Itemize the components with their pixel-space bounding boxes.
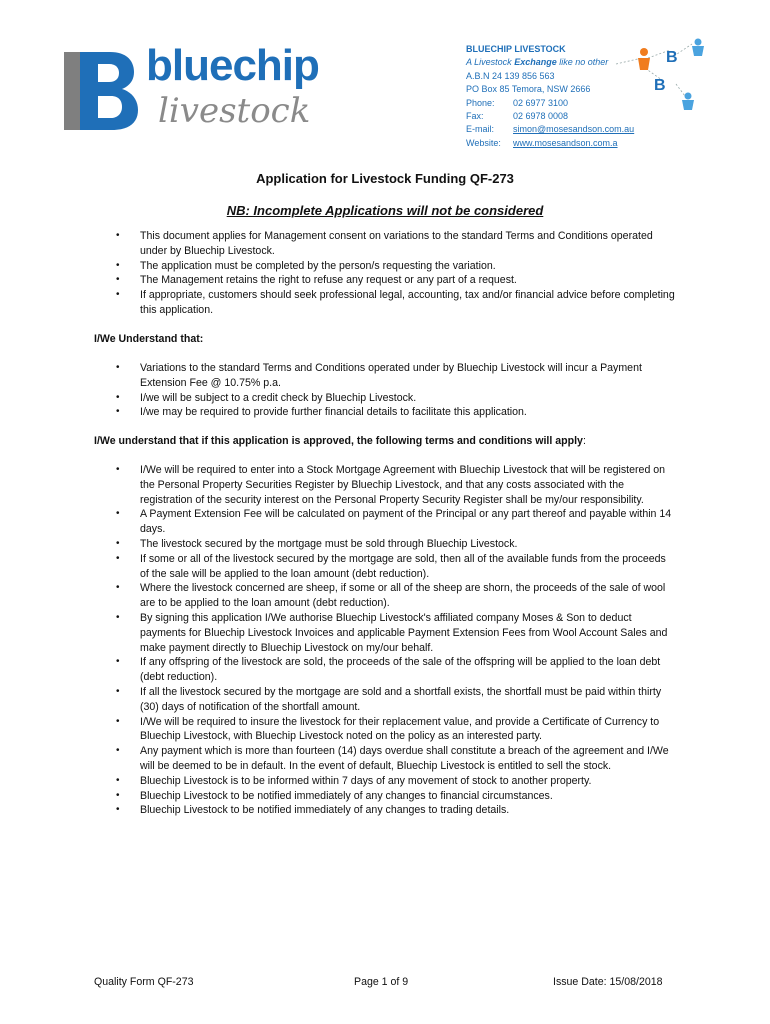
website-row (466, 137, 634, 150)
list-item (0, 715, 676, 745)
list-item (0, 391, 676, 406)
terms-heading-colon: : (582, 435, 586, 447)
bullet-icon: • (116, 656, 120, 668)
list-item-text: Variations to the standard Terms and Conditions operated under by Bluechip Livestock will incur a Payment Extension Fee @ 10.75% p.a. (140, 362, 642, 389)
list-item-text: Bluechip Livestock to be notified immediately of any changes to financial circumstances. (140, 789, 553, 802)
list-item (0, 507, 676, 537)
phone-label: Phone: (466, 97, 495, 108)
contact-block (466, 43, 634, 150)
list-item-text: I/we will be subject to a credit check by Bluechip Livestock. (140, 391, 417, 404)
email-label: E-mail: (466, 124, 495, 135)
bullet-icon: • (116, 391, 120, 403)
bullet-icon: • (116, 774, 120, 786)
tagline-emphasis: Exchange (514, 57, 557, 68)
list-item (0, 552, 676, 582)
website-link[interactable]: www.mosesandson.com.a (513, 137, 618, 148)
list-item (0, 405, 676, 420)
terms-heading-text: I/We understand that if this application is approved, the following terms and conditions will apply (94, 435, 583, 447)
bluechip-logo (62, 41, 347, 140)
postal-address: PO Box 85 Temora, NSW 2666 (466, 84, 591, 95)
fax-value: 02 6978 0008 (513, 111, 569, 122)
list-item (0, 537, 676, 552)
terms-heading (94, 435, 586, 447)
understand-heading: I/We Understand that: (94, 333, 204, 345)
understand-bullet-list (0, 361, 676, 420)
bullet-icon: • (116, 230, 120, 241)
list-item (0, 259, 676, 274)
bullet-icon: • (116, 464, 120, 475)
list-item-text: If any offspring of the livestock are sold, the proceeds of the sale of the offspring will be applied to the loan debt (debt reduction). (140, 656, 661, 684)
list-item (0, 655, 676, 685)
abn: A.B.N 24 139 856 563 (466, 70, 555, 81)
list-item-text: I/We will be required to enter into a Stock Mortgage Agreement with Bluechip Livestock that will be registered on the Personal Property Securities Register by Bluechip Livestock, and that any costs associated with the registration of the security interest on the Personal Property Security Register shall be my/our responsibility. (140, 464, 666, 506)
bullet-icon: • (116, 406, 120, 418)
bullet-icon: • (116, 508, 120, 520)
list-item (0, 581, 676, 611)
list-item-text: Bluechip Livestock is to be informed within 7 days of any movement of stock to another property. (140, 774, 592, 787)
company-tagline (466, 56, 634, 69)
list-item (0, 789, 676, 804)
phone-value: 02 6977 3100 (513, 97, 569, 108)
bullet-icon: • (116, 259, 120, 271)
svg-text:B: B (666, 49, 678, 66)
list-item-text: If all the livestock secured by the mortgage are sold and a shortfall exists, the shortfall must be paid within thirty (30) days of notification of the shortfall amount. (140, 685, 662, 713)
bullet-icon: • (116, 789, 120, 801)
logo-word-livestock: livestock (158, 91, 311, 131)
nb-notice: NB: Incomplete Applications will not be considered (226, 203, 544, 218)
bullet-icon: • (116, 289, 120, 301)
list-item-text: I/We will be required to insure the livestock for their replacement value, and provide a Certificate of Currency to Bluechip Livestock, with Bluechip Livestock noted on the policy as an interested party. (140, 715, 660, 743)
list-item-text: By signing this application I/We authorise Bluechip Livestock's affiliated company Moses & Son to deduct payments for Bluechip Livestock Invoices and applicable Payment Extension Fees from Wool Account Sales and make payment directly to Bluechip Livestock on my/our behalf. (140, 611, 668, 654)
footer-form-id: Quality Form QF-273 (94, 976, 194, 988)
svg-text:B: B (654, 77, 666, 94)
footer-issue-date: Issue Date: 15/08/2018 (553, 976, 663, 988)
bullet-icon: • (116, 611, 120, 623)
list-item (0, 463, 676, 507)
list-item-text: This document applies for Management consent on variations to the standard Terms and Conditions operated under by Bluechip Livestock. (140, 230, 653, 257)
list-item (0, 361, 676, 391)
list-item (0, 229, 676, 259)
bullet-icon: • (116, 362, 120, 373)
bullet-icon: • (116, 715, 120, 727)
bullet-icon: • (116, 804, 120, 816)
list-item (0, 611, 676, 655)
document-title: Application for Livestock Funding QF-273 (256, 171, 514, 186)
fax-row (466, 110, 634, 123)
list-item (0, 803, 676, 818)
list-item-text: I/we may be required to provide further financial details to facilitate this application. (140, 406, 527, 419)
tagline-text-end: like no other (556, 57, 609, 68)
list-item-text: If appropriate, customers should seek professional legal, accounting, tax and/or financial advice before completing this application. (140, 289, 675, 316)
footer-page-number: Page 1 of 9 (354, 976, 409, 988)
bullet-icon: • (116, 274, 120, 286)
bullet-icon: • (116, 745, 120, 757)
list-item (0, 288, 676, 318)
logo-b-mark-icon (62, 50, 142, 132)
list-item (0, 744, 676, 774)
fax-label: Fax: (466, 111, 484, 122)
website-label: Website: (466, 137, 501, 148)
email-link[interactable]: simon@mosesandson.com.au (513, 124, 635, 135)
bullet-icon: • (116, 582, 120, 594)
bullet-icon: • (116, 552, 120, 564)
list-item-text: The livestock secured by the mortgage must be sold through Bluechip Livestock. (140, 537, 518, 550)
intro-bullet-list (0, 229, 676, 318)
bullet-icon: • (116, 685, 120, 697)
email-row (466, 123, 634, 136)
list-item-text: A Payment Extension Fee will be calculated on payment of the Principal or any part thereof and payable within 14 days. (140, 508, 672, 536)
bullet-icon: • (116, 537, 120, 549)
list-item (0, 774, 676, 789)
phone-row (466, 97, 634, 110)
list-item-text: Where the livestock concerned are sheep, if some or all of the sheep are shorn, the proceeds of the sale of wool are to be applied to the loan amount (debt reduction). (140, 582, 666, 610)
list-item (0, 685, 676, 715)
logo-word-bluechip: bluechip (146, 41, 319, 90)
company-name: BLUECHIP LIVESTOCK (466, 44, 566, 54)
list-item-text: The application must be completed by the person/s requesting the variation. (140, 259, 496, 272)
list-item-text: Any payment which is more than fourteen (14) days overdue shall constitute a breach of the agreement and I/We will be deemed to be in default. In the event of default, Bluechip Livestock is entitled to sell the stock. (140, 745, 669, 772)
list-item-text: If some or all of the livestock secured by the mortgage are sold, then all of the available funds from the proceeds of the sale will be applied to the loan amount (debt reduction). (140, 552, 666, 580)
list-item (0, 273, 676, 288)
terms-bullet-list (0, 463, 676, 818)
tagline-text: A Livestock (466, 57, 515, 68)
list-item-text: The Management retains the right to refuse any request or any part of a request. (140, 274, 517, 287)
people-network-icon (612, 36, 712, 111)
list-item-text: Bluechip Livestock to be notified immediately of any changes to trading details. (140, 804, 510, 817)
